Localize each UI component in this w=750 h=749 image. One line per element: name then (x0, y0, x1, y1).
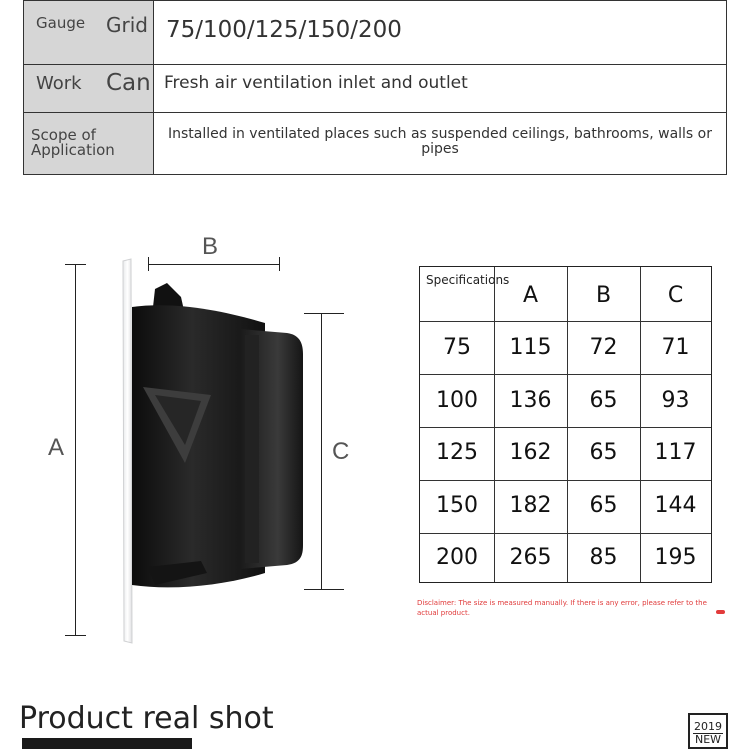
red-mark-icon (716, 610, 725, 614)
table-cell-size: 125 (436, 440, 478, 465)
dimension-a-bottom-tick (65, 635, 86, 636)
table-divider-v2 (567, 267, 568, 582)
table-cell-b: 85 (589, 545, 618, 570)
work-label-cell (24, 65, 154, 112)
table-divider-h5 (420, 533, 711, 534)
new-badge (688, 713, 728, 749)
gauge-value: 75/100/125/150/200 (166, 17, 402, 43)
scope-label-1: Scope of (31, 126, 96, 144)
spec-table (23, 0, 727, 175)
table-divider-h3 (420, 427, 711, 428)
badge-label: NEW (694, 733, 722, 746)
work-value: Fresh air ventilation inlet and outlet (164, 73, 468, 93)
scope-value-2: pipes (421, 141, 459, 157)
work-value-cell (154, 65, 726, 112)
table-cell-a: 182 (509, 493, 552, 518)
gauge-label-1: Gauge (36, 14, 86, 32)
scope-row (24, 113, 726, 174)
table-cell-c: 144 (654, 493, 697, 518)
table-cell-b: 72 (589, 335, 618, 360)
table-cell-a: 115 (509, 335, 552, 360)
table-cell-size: 75 (443, 335, 471, 360)
gauge-row (24, 1, 726, 65)
table-divider-h2 (420, 374, 711, 375)
table-cell-c: 93 (661, 388, 690, 413)
table-cell-size: 150 (436, 493, 478, 518)
scope-value-1: Installed in ventilated places such as suspended ceilings, bathrooms, walls or (167, 126, 712, 142)
table-cell-c: 195 (654, 545, 697, 570)
gauge-label-2: Grid (106, 13, 148, 37)
table-divider-v1 (494, 267, 495, 582)
work-label-1: Work (36, 73, 82, 94)
table-cell-b: 65 (589, 440, 618, 465)
table-cell-size: 200 (436, 545, 478, 570)
dimension-b-label: B (202, 233, 219, 260)
work-label-2: Can (106, 70, 151, 96)
size-table (419, 266, 712, 583)
section-title: Product real shot (19, 701, 274, 736)
dimension-a-line (75, 264, 76, 636)
dimension-c-label: C (332, 438, 350, 465)
table-header-b: B (595, 283, 612, 308)
table-divider-h4 (420, 480, 711, 481)
vent-product-image (115, 255, 315, 650)
table-divider-v3 (640, 267, 641, 582)
table-header-corner: Specifications (426, 273, 510, 287)
disclaimer-text: Disclaimer: The size is measured manually. If there is any error, please refer to the actual product. (417, 599, 707, 617)
product-photo-strip (22, 738, 192, 749)
table-cell-c: 117 (654, 440, 697, 465)
table-divider-h1 (420, 321, 711, 322)
dimension-a-top-tick (65, 264, 86, 265)
scope-label-2: Application (31, 141, 115, 159)
gauge-value-cell (154, 1, 726, 64)
dimension-c-line (321, 313, 322, 589)
scope-value-cell (154, 113, 726, 174)
gauge-label-cell (24, 1, 154, 64)
table-cell-c: 71 (661, 335, 690, 360)
table-cell-b: 65 (589, 388, 618, 413)
badge-year: 2019 (694, 720, 722, 733)
table-cell-a: 136 (509, 388, 552, 413)
table-header-c: C (667, 283, 684, 308)
table-cell-b: 65 (589, 493, 618, 518)
table-header-a: A (522, 283, 539, 308)
table-cell-a: 162 (509, 440, 552, 465)
table-cell-size: 100 (436, 388, 478, 413)
dimension-a-label: A (48, 434, 65, 461)
scope-label-cell (24, 113, 154, 174)
table-cell-a: 265 (509, 545, 552, 570)
work-row (24, 65, 726, 113)
